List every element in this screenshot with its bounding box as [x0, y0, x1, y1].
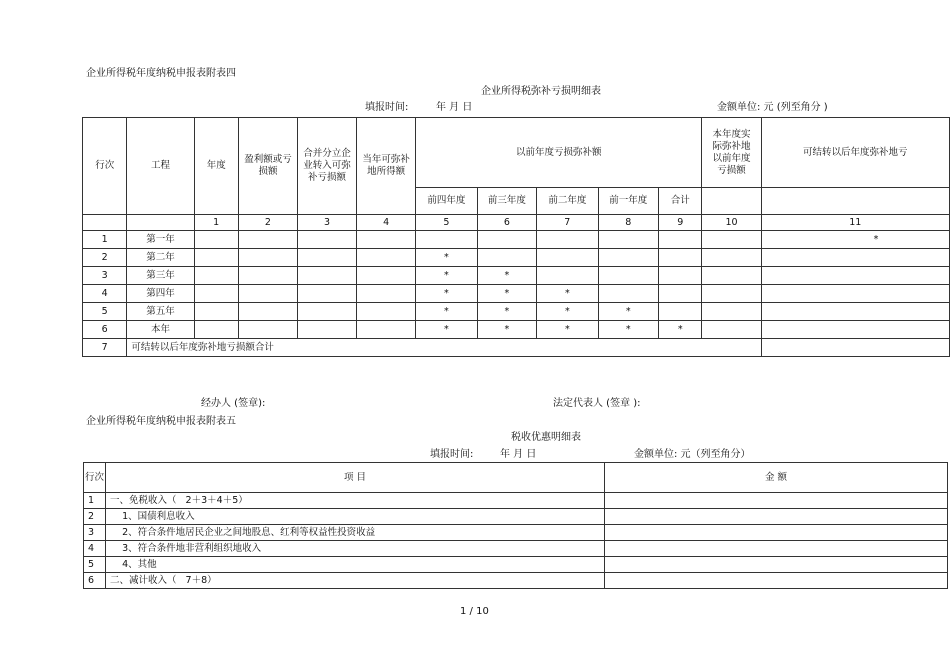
col-number: 1 [194, 215, 238, 231]
header-item: 项 目 [106, 463, 605, 493]
form5-title: 税收优惠明细表 [511, 432, 581, 443]
table-row: 1 一、免税收入（ 2＋3＋4＋5） [84, 493, 948, 509]
form5-date-label: 年 月 日 [500, 449, 537, 460]
header-profit-loss: 盈利额或亏损额 [238, 118, 297, 215]
header-sub-2: 前二年度 [537, 188, 598, 215]
col-number: 9 [659, 215, 702, 231]
table-row: 6 本年 * * * * * [83, 321, 950, 339]
page-number: 1 / 10 [460, 606, 489, 617]
header-sub-1: 前一年度 [598, 188, 658, 215]
legal-rep-signature-label: 法定代表人 (签章 ): [553, 398, 641, 409]
col-number: 3 [297, 215, 356, 231]
table-row: 5 4、其他 [84, 557, 948, 573]
form5-fill-time-label: 填报时间: [430, 449, 474, 460]
header-current-cover: 当年可弥补地所得额 [357, 118, 416, 215]
loss-compensation-table [82, 117, 950, 357]
form4-date-label: 年 月 日 [436, 102, 473, 113]
col-number: 10 [702, 215, 761, 231]
table-row: 2 第二年 * [83, 249, 950, 267]
header-carry-forward: 可结转以后年度弥补地亏 [761, 118, 949, 188]
form5-appendix: 企业所得税年度纳税申报表附表五 [86, 416, 236, 427]
header-prior: 以前年度亏损弥补额 [416, 118, 702, 188]
col-number: 11 [761, 215, 949, 231]
col-number: 7 [537, 215, 598, 231]
tax-incentive-table [83, 462, 948, 589]
form5-unit-label: 金额单位: 元（列至角分） [634, 449, 751, 460]
table-row: 3 2、符合条件地居民企业之间地股息、红利等权益性投资收益 [84, 525, 948, 541]
col-number: 5 [416, 215, 477, 231]
table-row: 4 3、符合条件地非营利组织地收入 [84, 541, 948, 557]
header-year: 年度 [194, 118, 238, 215]
header-item: 工程 [127, 118, 194, 215]
table-total-row: 7 可结转以后年度弥补地亏损额合计 [83, 339, 950, 357]
header-sub-4: 前四年度 [416, 188, 477, 215]
form4-title: 企业所得税弥补亏损明细表 [481, 86, 601, 97]
col-number: 4 [357, 215, 416, 231]
header-this-year-cover: 本年度实际弥补地以前年度亏损额 [702, 118, 761, 188]
table-row: 3 第三年 * * [83, 267, 950, 285]
table-row: 5 第五年 * * * * [83, 303, 950, 321]
header-sub-3: 前三年度 [477, 188, 537, 215]
table-row: 6 二、减计收入（ 7＋8） [84, 573, 948, 589]
header-sub-total: 合计 [659, 188, 702, 215]
form4-fill-time-label: 填报时间: [365, 102, 409, 113]
handler-signature-label: 经办人 (签章): [201, 398, 266, 409]
header-merger: 合并分立企业转入可弥补亏损额 [297, 118, 356, 215]
table-row: 4 第四年 * * * [83, 285, 950, 303]
col-number: 2 [238, 215, 297, 231]
col-number: 8 [598, 215, 658, 231]
table-row: 2 1、国债利息收入 [84, 509, 948, 525]
header-amount: 金 额 [605, 463, 948, 493]
header-row-no: 行次 [84, 463, 106, 493]
col-number: 6 [477, 215, 537, 231]
table-row: 1 第一年 * [83, 231, 950, 249]
form4-appendix: 企业所得税年度纳税申报表附表四 [86, 68, 236, 79]
header-row-no: 行次 [83, 118, 127, 215]
form4-unit-label: 金额单位: 元 (列至角分 ) [717, 102, 828, 113]
